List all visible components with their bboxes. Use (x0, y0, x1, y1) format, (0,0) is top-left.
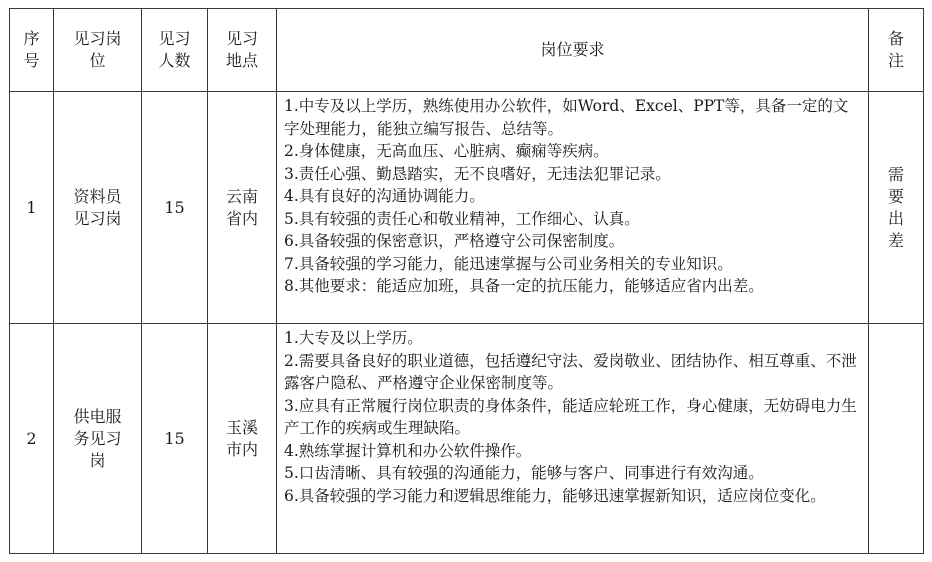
requirement-item: 3.责任心强、勤恳踏实，无不良嗜好，无违法犯罪记录。 (284, 164, 671, 183)
header-note: 备注 (869, 9, 924, 92)
row-count: 15 (142, 92, 208, 324)
internship-positions-table (9, 8, 924, 554)
requirement-item: 8.其他要求：能适应加班，具备一定的抗压能力，能够适应省内出差。 (284, 277, 764, 295)
requirement-item: 2.身体健康，无高血压、心脏病、癫痫等疾病。 (284, 142, 609, 160)
row-count: 15 (142, 324, 208, 554)
row-note (869, 324, 924, 554)
header-position: 见习岗位 (54, 9, 142, 92)
requirement-item: 4.熟练掌握计算机和办公软件操作。 (284, 441, 532, 460)
header-location: 见习地点 (208, 9, 277, 92)
row-position: 资料员见习岗 (54, 92, 142, 324)
row-position: 供电服务见习岗 (54, 324, 142, 554)
table-row (10, 324, 924, 554)
row-seq: 1 (10, 92, 54, 324)
requirement-item: 1.中专及以上学历，熟练使用办公软件，如Word、Excel、PPT等，具备一定的文字处理能力，能独立编写报告、总结等。 (284, 97, 849, 138)
header-requirements: 岗位要求 (277, 9, 869, 92)
header-seq: 序号 (10, 9, 54, 92)
row-requirements (277, 92, 869, 324)
requirement-item: 4.具有良好的沟通协调能力。 (284, 187, 485, 205)
table-row (10, 92, 924, 324)
requirement-item: 6.具备较强的保密意识，严格遵守公司保密制度。 (284, 232, 625, 250)
row-seq: 2 (10, 324, 54, 554)
requirement-item: 1.大专及以上学历。 (284, 329, 423, 347)
requirement-item: 5.口齿清晰、具有较强的沟通能力，能够与客户、同事进行有效沟通。 (284, 464, 764, 482)
requirement-item: 7.具备较强的学习能力，能迅速掌握与公司业务相关的专业知识。 (284, 254, 733, 273)
requirement-item: 6.具备较强的学习能力和逻辑思维能力，能够迅速掌握新知识，适应岗位变化。 (284, 486, 826, 505)
requirement-item: 2.需要具备良好的职业道德，包括遵纪守法、爱岗敬业、团结协作、相互尊重、不泄露客户隐私、严格遵守企业保密制度等。 (284, 351, 857, 392)
requirement-item: 5.具有较强的责任心和敬业精神，工作细心、认真。 (284, 209, 640, 228)
requirement-item: 3.应具有正常履行岗位职责的身体条件，能适应轮班工作，身心健康，无妨碍电力生产工作的疾病或生理缺陷。 (284, 396, 857, 437)
row-location: 玉溪市内 (208, 324, 277, 554)
header-count: 见习人数 (142, 9, 208, 92)
row-requirements (277, 324, 869, 554)
row-location: 云南省内 (208, 92, 277, 324)
row-note: 需要出差 (869, 92, 924, 324)
table-header-row (10, 9, 924, 92)
